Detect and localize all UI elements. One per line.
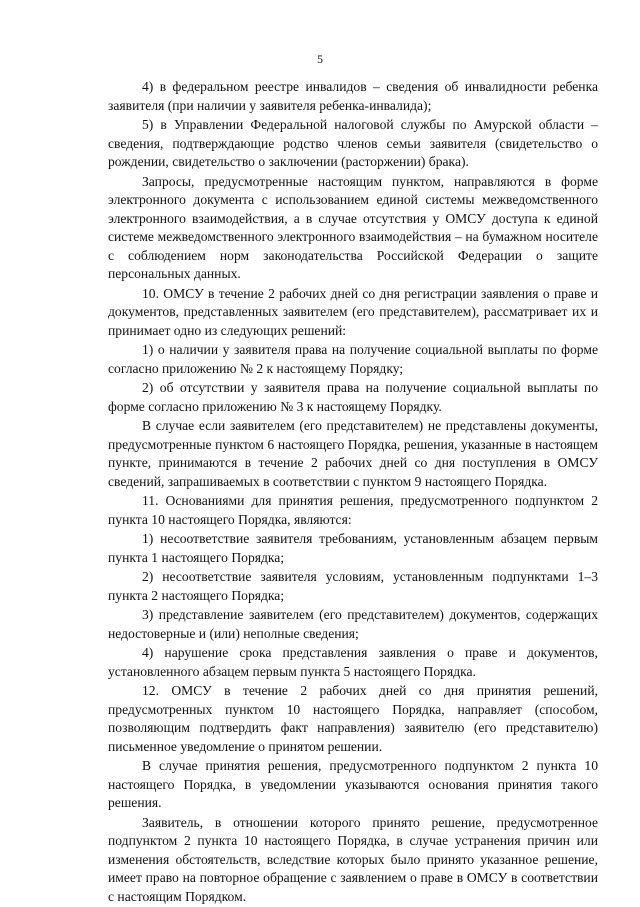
paragraph: 2) об отсутствии у заявителя права на получение социальной выплаты по форме согласно приложению № 3 к настоящему Порядку. — [108, 380, 598, 414]
paragraph: 12. ОМСУ в течение 2 рабочих дней со дня принятия решений, предусмотренных пунктом 10 настоящего Порядка, направляет (способом, позволяющим подтвердить факт направления) заявителю (его представителю) письменное уведомление о принятом решении. — [108, 683, 598, 754]
paragraph: 2) несоответствие заявителя условиям, установленным подпунктами 1–3 пункта 2 настоящего Порядка; — [108, 569, 598, 603]
paragraph: В случае если заявителем (его представителем) не представлены документы, предусмотренные пунктом 6 настоящего Порядка, решения, указанные в настоящем пункте, принимаются в течение 2 рабочих дней со дня поступления в ОМСУ сведений, запрашиваемых в соответствии с пунктом 9 настоящего Порядка. — [108, 418, 598, 489]
paragraph: 3) представление заявителем (его представителем) документов, содержащих недостоверные и (или) неполные сведения; — [108, 607, 598, 641]
paragraph: Заявитель, в отношении которого принято решение, предусмотренное подпунктом 2 пункта 10 настоящего Порядка, в случае устранения причин или изменения обстоятельств, вследствие которых было принято указанное решение, имеет право на повторное обращение с заявлением о праве в ОМСУ в соответствии с настоящим Порядком. — [108, 814, 598, 904]
paragraph: 1) несоответствие заявителя требованиям, установленным абзацем первым пункта 1 настоящего Порядка; — [108, 531, 598, 565]
paragraph: 10. ОМСУ в течение 2 рабочих дней со дня регистрации заявления о праве и документов, представленных заявителем (его представителем), рассматривает их и принимает одно из следующих решений: — [108, 285, 598, 338]
paragraph: В случае принятия решения, предусмотренного подпунктом 2 пункта 10 настоящего Порядка, в уведомлении указываются основания принятия такого решения. — [108, 758, 598, 810]
paragraph: 1) о наличии у заявителя права на получение социальной выплаты по форме согласно приложению № 2 к настоящему Порядку; — [108, 342, 598, 376]
page-number: 5 — [317, 52, 323, 66]
paragraph: 4) нарушение срока представления заявления о праве и документов, установленного абзацем первым пункта 5 настоящего Порядка. — [108, 645, 598, 679]
paragraph: 4) в федеральном реестре инвалидов – сведения об инвалидности ребенка заявителя (при наличии у заявителя ребенка-инвалида); — [108, 79, 598, 113]
document-body — [108, 78, 598, 907]
paragraph: 5) в Управлении Федеральной налоговой службы по Амурской области – сведения, подтверждающие родство членов семьи заявителя (свидетельство о рождении, свидетельство о заключении (расторжении) брака). — [108, 117, 598, 169]
paragraph: 11. Основаниями для принятия решения, предусмотренного подпунктом 2 пункта 10 настоящего Порядка, являются: — [108, 493, 598, 527]
paragraph: Запросы, предусмотренные настоящим пунктом, направляются в форме электронного документа с использованием единой системы межведомственного электронного взаимодействия, а в случае отсутствия у ОМСУ доступа к единой системе межведомственного электронного взаимодействия – на бумажном носителе с соблюдением норм законодательства Российской Федерации о защите персональных данных. — [108, 173, 598, 281]
